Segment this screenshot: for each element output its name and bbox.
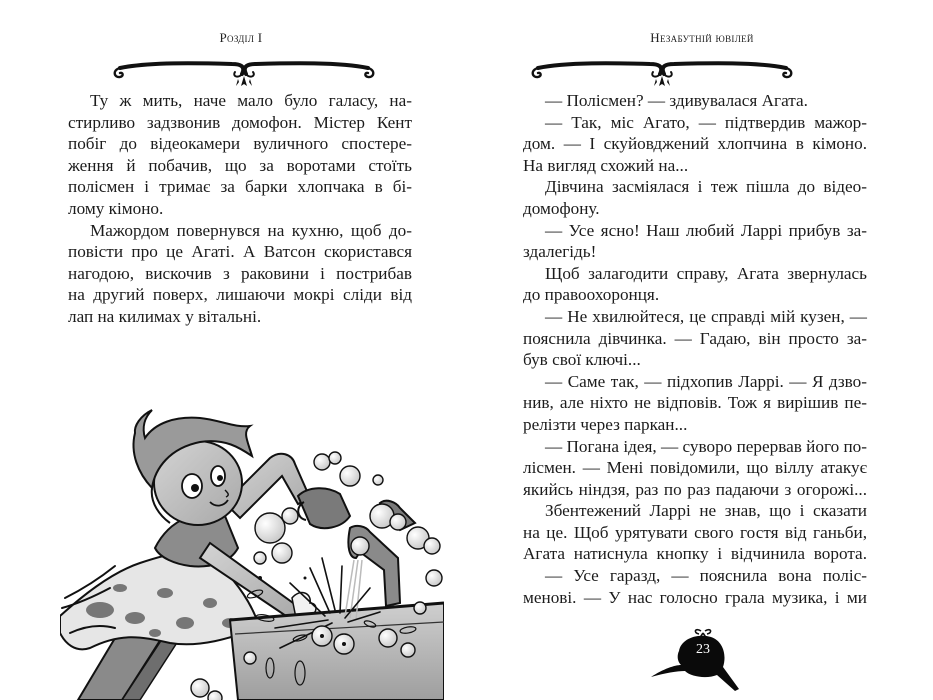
text-line: до правоохоронця.: [523, 285, 660, 305]
paragraph: [523, 220, 867, 263]
text-line: нагодою, вискочив з раковини і пострибав: [68, 263, 412, 283]
text-line: — Усе ясно! Наш любий Ларрі прибув за-: [545, 220, 867, 240]
paragraph: [523, 500, 867, 565]
text-line: лісмен. — Мені повідомили, що віллу атакує: [523, 458, 867, 478]
text-line: повісти про це Агаті. А Ватсон скористався: [68, 242, 412, 262]
page-number: 23: [696, 642, 710, 657]
header-ornament-icon: [526, 54, 798, 88]
text-line: Збентежений Ларрі не знав, що і сказати: [545, 501, 867, 521]
right-page: [466, 0, 933, 700]
paragraph: [523, 371, 867, 436]
paragraph: [68, 220, 412, 328]
left-page: [0, 0, 466, 700]
text-line: пояснила дівчинка. — Гадаю, він просто за-: [523, 328, 867, 348]
paragraph: [523, 263, 867, 306]
running-head-left: Розділ I: [219, 30, 263, 45]
illustration-girl-at-sink: [60, 398, 444, 700]
text-line: лому кімоно.: [68, 198, 164, 218]
text-line: домофону.: [523, 198, 600, 218]
paragraph: [523, 565, 867, 608]
deerstalker-hat-icon: [649, 625, 749, 695]
text-line: — Усе гаразд, — пояснила вона поліс-: [545, 566, 867, 586]
text-line: менові. — У нас голосно грала музика, і ми: [523, 587, 867, 607]
right-body-text: [523, 90, 867, 608]
left-body-text: [68, 90, 412, 328]
text-line: Агата натиснула кнопку і відчинила ворота.: [523, 544, 867, 564]
text-line: був свої ключі...: [523, 350, 641, 370]
header-ornament-icon: [108, 54, 380, 88]
text-line: Дівчина засміялася і теж пішла до відео-: [545, 177, 867, 197]
text-line: Ту ж мить, наче мало було галасу, на-: [90, 91, 412, 110]
text-line: полісмен і тримає за барки хлопчака в бі-: [68, 177, 412, 197]
text-line: нив, але ніхто не відповів. Тож я вирішив пе-: [523, 393, 867, 413]
page-number-badge: [649, 625, 749, 695]
text-line: якийсь ніндзя, раз по раз падаючи з огорожі...: [523, 479, 867, 499]
text-line: — Так, міс Агато, — підтвердив мажор-: [545, 112, 867, 132]
paragraph: [68, 90, 412, 220]
paragraph: [523, 436, 867, 501]
paragraph: [523, 176, 867, 219]
text-line: — Саме так, — підхопив Ларрі. — Я дзво-: [545, 371, 867, 391]
text-line: стирливо задзвонив домофон. Містер Кент: [68, 112, 412, 132]
text-line: здалегідь!: [523, 242, 597, 262]
paragraph: [523, 112, 867, 177]
text-line: — Погана ідея, — суворо перервав його по-: [545, 436, 867, 456]
paragraph: [523, 306, 867, 371]
text-line: на другий поверх, лишаючи мокрі сліди від: [68, 285, 412, 305]
text-line: побіг до відеокамери вуличного спостере-: [68, 134, 412, 154]
running-head-right: Незабутній ювілей: [650, 30, 754, 45]
text-line: — Не хвилюйтеся, це справді мій кузен, —: [545, 306, 867, 326]
text-line: лап на килимах у вітальні.: [68, 306, 262, 326]
text-line: На вигляд схожий на...: [523, 155, 689, 175]
paragraph: [523, 90, 867, 112]
text-line: — Полісмен? — здивувалася Агата.: [545, 91, 808, 110]
text-line: релізти через паркан...: [523, 414, 688, 434]
text-line: ження й побачив, що за воротами стоїть: [68, 155, 412, 175]
text-line: на це. Щоб урятувати свого гостя від ганьби,: [523, 522, 867, 542]
text-line: дом. — І скуйовджений хлопчина в кімоно.: [523, 134, 867, 154]
text-line: Щоб залагодити справу, Агата звернулась: [545, 263, 867, 283]
text-line: Мажордом повернувся на кухню, щоб до-: [90, 220, 412, 240]
